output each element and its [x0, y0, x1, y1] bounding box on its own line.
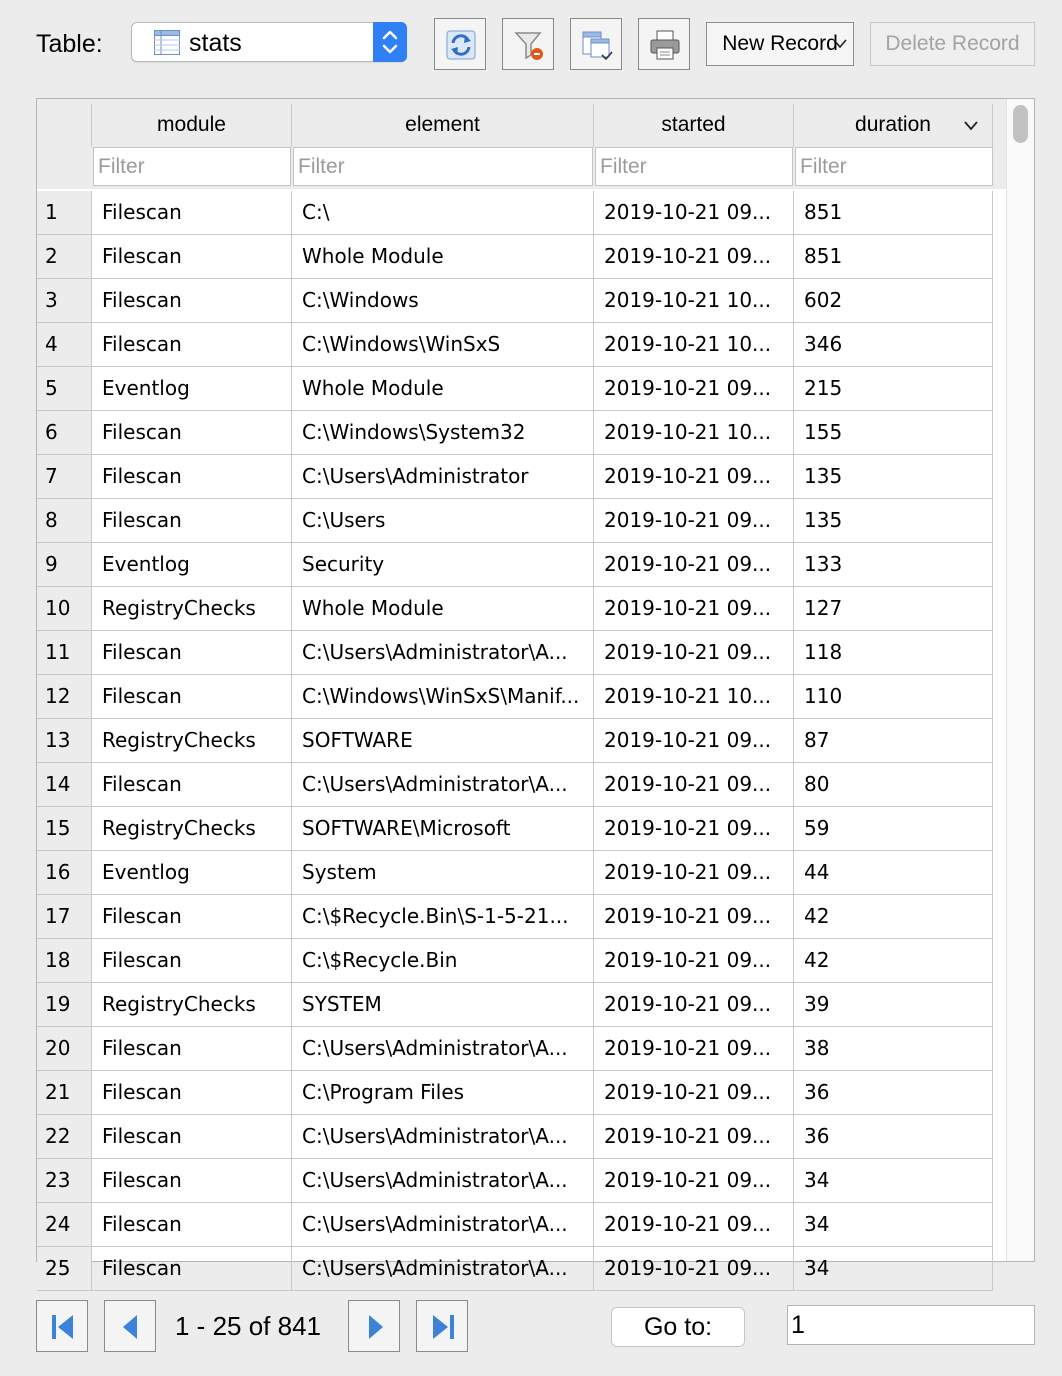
page-range-label: 1 - 25 of 841: [175, 1311, 321, 1341]
refresh-button[interactable]: [434, 18, 486, 70]
cell-duration[interactable]: 851: [793, 235, 993, 279]
cell-element[interactable]: C:\Users\Administrator\A...: [291, 763, 593, 807]
cell-module[interactable]: Filescan: [91, 1203, 291, 1247]
print-icon: [648, 28, 682, 62]
row-number: 2: [37, 235, 91, 279]
cell-element[interactable]: C:\Users\Administrator\A...: [291, 1027, 593, 1071]
table-row[interactable]: [37, 851, 1006, 895]
previous-page-button[interactable]: [104, 1300, 156, 1352]
cell-module[interactable]: RegistryChecks: [91, 719, 291, 763]
cell-started[interactable]: 2019-10-21 09...: [593, 1247, 793, 1291]
table-row[interactable]: [37, 587, 1006, 631]
chevron-updown-icon: [373, 22, 407, 62]
cell-module[interactable]: Filescan: [91, 675, 291, 719]
cell-started[interactable]: 2019-10-21 09...: [593, 631, 793, 675]
cell-module[interactable]: Filescan: [91, 1115, 291, 1159]
table-row[interactable]: [37, 1159, 1006, 1203]
row-number: 19: [37, 983, 91, 1027]
table-row[interactable]: [37, 939, 1006, 983]
table-row[interactable]: [37, 455, 1006, 499]
cell-module[interactable]: Filescan: [91, 1247, 291, 1291]
row-number: 25: [37, 1247, 91, 1291]
cell-duration[interactable]: 34: [793, 1203, 993, 1247]
chevron-down-icon: [833, 39, 847, 49]
row-number: 17: [37, 895, 91, 939]
clear-filter-button[interactable]: [502, 18, 554, 70]
cell-started[interactable]: 2019-10-21 09...: [593, 455, 793, 499]
cell-started[interactable]: 2019-10-21 09...: [593, 939, 793, 983]
first-page-button[interactable]: [36, 1300, 88, 1352]
column-header-element[interactable]: [291, 104, 593, 147]
cell-element[interactable]: SYSTEM: [291, 983, 593, 1027]
cell-module[interactable]: RegistryChecks: [91, 983, 291, 1027]
cell-module[interactable]: RegistryChecks: [91, 587, 291, 631]
cell-duration[interactable]: 36: [793, 1115, 993, 1159]
table-row[interactable]: [37, 323, 1006, 367]
clear-filter-icon: [512, 28, 546, 62]
cell-module[interactable]: Eventlog: [91, 851, 291, 895]
export-button[interactable]: [570, 18, 622, 70]
cell-duration[interactable]: 34: [793, 1247, 993, 1291]
cell-duration[interactable]: 346: [793, 323, 993, 367]
cell-module[interactable]: Filescan: [91, 1027, 291, 1071]
filter-input-element[interactable]: Filter: [293, 147, 593, 186]
column-header-label: element: [405, 113, 480, 136]
cell-element[interactable]: Whole Module: [291, 235, 593, 279]
cell-duration[interactable]: 34: [793, 1159, 993, 1203]
table-row[interactable]: [37, 543, 1006, 587]
delete-record-label: Delete Record: [885, 32, 1020, 55]
cell-started[interactable]: 2019-10-21 10...: [593, 279, 793, 323]
cell-element[interactable]: C:\Windows: [291, 279, 593, 323]
row-number: 10: [37, 587, 91, 631]
row-number: 8: [37, 499, 91, 543]
cell-element[interactable]: System: [291, 851, 593, 895]
cell-module[interactable]: Filescan: [91, 279, 291, 323]
cell-started[interactable]: 2019-10-21 09...: [593, 367, 793, 411]
cell-started[interactable]: 2019-10-21 09...: [593, 499, 793, 543]
row-number: 1: [37, 191, 91, 235]
table-row[interactable]: [37, 807, 1006, 851]
cell-module[interactable]: Filescan: [91, 411, 291, 455]
table-row[interactable]: [37, 411, 1006, 455]
cell-module[interactable]: Eventlog: [91, 543, 291, 587]
cell-started[interactable]: 2019-10-21 09...: [593, 719, 793, 763]
table-select-stepper[interactable]: [373, 22, 407, 62]
cell-element[interactable]: C:\Windows\WinSxS: [291, 323, 593, 367]
table-row[interactable]: [37, 983, 1006, 1027]
row-number: 4: [37, 323, 91, 367]
cell-module[interactable]: Filescan: [91, 1071, 291, 1115]
column-header-module[interactable]: [91, 104, 291, 147]
row-number: 23: [37, 1159, 91, 1203]
cell-module[interactable]: Filescan: [91, 1159, 291, 1203]
last-page-icon: [431, 1314, 455, 1340]
table-row[interactable]: [37, 367, 1006, 411]
grid-header: [37, 99, 1006, 189]
row-number: 6: [37, 411, 91, 455]
table-row[interactable]: [37, 1115, 1006, 1159]
cell-module[interactable]: Filescan: [91, 455, 291, 499]
cell-started[interactable]: 2019-10-21 10...: [593, 323, 793, 367]
row-number: 18: [37, 939, 91, 983]
row-number: 11: [37, 631, 91, 675]
cell-element[interactable]: C:\$Recycle.Bin: [291, 939, 593, 983]
cell-duration[interactable]: 110: [793, 675, 993, 719]
cell-module[interactable]: Filescan: [91, 235, 291, 279]
cell-started[interactable]: 2019-10-21 09...: [593, 851, 793, 895]
cell-element[interactable]: Whole Module: [291, 367, 593, 411]
cell-module[interactable]: Filescan: [91, 763, 291, 807]
cell-duration[interactable]: 602: [793, 279, 993, 323]
cell-element[interactable]: C:\Users\Administrator\A...: [291, 1247, 593, 1291]
row-number: 24: [37, 1203, 91, 1247]
table-row[interactable]: [37, 763, 1006, 807]
column-header-label: duration: [855, 113, 931, 136]
cell-duration[interactable]: 135: [793, 455, 993, 499]
delete-record-button[interactable]: [870, 22, 1035, 66]
cell-duration[interactable]: 39: [793, 983, 993, 1027]
cell-started[interactable]: 2019-10-21 09...: [593, 235, 793, 279]
cell-element[interactable]: C:\Users\Administrator\A...: [291, 1159, 593, 1203]
new-record-button[interactable]: [706, 22, 854, 66]
cell-duration[interactable]: 155: [793, 411, 993, 455]
cell-element[interactable]: C:\Program Files: [291, 1071, 593, 1115]
cell-element[interactable]: C:\Windows\WinSxS\Manif...: [291, 675, 593, 719]
cell-duration[interactable]: 851: [793, 191, 993, 235]
cell-module[interactable]: Eventlog: [91, 367, 291, 411]
table-row[interactable]: [37, 1027, 1006, 1071]
cell-duration[interactable]: 118: [793, 631, 993, 675]
toolbar: [0, 0, 1062, 90]
refresh-icon: [444, 28, 478, 62]
row-number: 15: [37, 807, 91, 851]
row-number: 13: [37, 719, 91, 763]
table-label: Table:: [36, 30, 103, 58]
cell-module[interactable]: Filescan: [91, 631, 291, 675]
row-number: 21: [37, 1071, 91, 1115]
cell-module[interactable]: Filescan: [91, 323, 291, 367]
cell-duration[interactable]: 135: [793, 499, 993, 543]
table-row[interactable]: [37, 1071, 1006, 1115]
goto-page-input[interactable]: 1: [787, 1305, 1035, 1345]
cell-module[interactable]: Filescan: [91, 191, 291, 235]
cell-started[interactable]: 2019-10-21 09...: [593, 1159, 793, 1203]
cell-duration[interactable]: 215: [793, 367, 993, 411]
row-number: 7: [37, 455, 91, 499]
table-icon: [154, 30, 180, 55]
cell-element[interactable]: SOFTWARE: [291, 719, 593, 763]
table-row[interactable]: [37, 499, 1006, 543]
print-button[interactable]: [638, 18, 690, 70]
row-number: 9: [37, 543, 91, 587]
last-page-button[interactable]: [416, 1300, 468, 1352]
cell-element[interactable]: C:\: [291, 191, 593, 235]
export-icon: [580, 28, 614, 62]
cell-element[interactable]: C:\Users\Administrator\A...: [291, 631, 593, 675]
vertical-scrollbar[interactable]: [1006, 99, 1034, 1261]
cell-started[interactable]: 2019-10-21 09...: [593, 1203, 793, 1247]
table-row[interactable]: [37, 1247, 1006, 1291]
goto-button[interactable]: Go to:: [611, 1307, 745, 1347]
cell-started[interactable]: 2019-10-21 09...: [593, 807, 793, 851]
filter-input-started[interactable]: Filter: [595, 147, 793, 186]
cell-started[interactable]: 2019-10-21 10...: [593, 675, 793, 719]
cell-duration[interactable]: 80: [793, 763, 993, 807]
cell-module[interactable]: Filescan: [91, 939, 291, 983]
cell-duration[interactable]: 127: [793, 587, 993, 631]
cell-started[interactable]: 2019-10-21 09...: [593, 1115, 793, 1159]
row-number: 20: [37, 1027, 91, 1071]
row-number: 3: [37, 279, 91, 323]
cell-started[interactable]: 2019-10-21 10...: [593, 411, 793, 455]
cell-module[interactable]: Filescan: [91, 499, 291, 543]
cell-element[interactable]: Security: [291, 543, 593, 587]
new-record-label: New Record: [722, 32, 838, 55]
cell-duration[interactable]: 59: [793, 807, 993, 851]
cell-element[interactable]: C:\Users\Administrator: [291, 455, 593, 499]
column-header-started[interactable]: [593, 104, 793, 147]
next-page-icon: [363, 1314, 387, 1340]
cell-duration[interactable]: 87: [793, 719, 993, 763]
cell-duration[interactable]: 42: [793, 895, 993, 939]
cell-module[interactable]: Filescan: [91, 895, 291, 939]
cell-element[interactable]: C:\$Recycle.Bin\S-1-5-21...: [291, 895, 593, 939]
table-row[interactable]: [37, 675, 1006, 719]
cell-element[interactable]: C:\Users\Administrator\A...: [291, 1115, 593, 1159]
next-page-button[interactable]: [348, 1300, 400, 1352]
cell-element[interactable]: C:\Windows\System32: [291, 411, 593, 455]
table-row[interactable]: [37, 719, 1006, 763]
table-select[interactable]: [131, 22, 407, 62]
table-row[interactable]: [37, 895, 1006, 939]
first-page-icon: [51, 1314, 75, 1340]
table-row[interactable]: [37, 235, 1006, 279]
cell-element[interactable]: SOFTWARE\Microsoft: [291, 807, 593, 851]
cell-duration[interactable]: 42: [793, 939, 993, 983]
column-header-duration[interactable]: [793, 104, 993, 147]
table-row[interactable]: [37, 1203, 1006, 1247]
filter-input-module[interactable]: Filter: [93, 147, 291, 186]
cell-duration[interactable]: 36: [793, 1071, 993, 1115]
cell-duration[interactable]: 133: [793, 543, 993, 587]
cell-duration[interactable]: 38: [793, 1027, 993, 1071]
cell-element[interactable]: C:\Users: [291, 499, 593, 543]
cell-started[interactable]: 2019-10-21 09...: [593, 191, 793, 235]
scrollbar-thumb[interactable]: [1013, 105, 1028, 143]
previous-page-icon: [119, 1314, 143, 1340]
cell-started[interactable]: 2019-10-21 09...: [593, 983, 793, 1027]
cell-element[interactable]: Whole Module: [291, 587, 593, 631]
table-row[interactable]: [37, 631, 1006, 675]
cell-started[interactable]: 2019-10-21 09...: [593, 587, 793, 631]
row-number: 5: [37, 367, 91, 411]
column-header-label: module: [157, 113, 226, 136]
column-header-label: started: [661, 113, 726, 136]
table-row[interactable]: [37, 191, 1006, 235]
sort-descending-icon: [964, 121, 978, 131]
cell-started[interactable]: 2019-10-21 09...: [593, 543, 793, 587]
row-number: 14: [37, 763, 91, 807]
cell-duration[interactable]: 44: [793, 851, 993, 895]
cell-started[interactable]: 2019-10-21 09...: [593, 895, 793, 939]
table-row[interactable]: [37, 279, 1006, 323]
data-grid: [36, 98, 1035, 1280]
filter-input-duration[interactable]: Filter: [795, 147, 993, 186]
row-number: 22: [37, 1115, 91, 1159]
row-number: 12: [37, 675, 91, 719]
cell-started[interactable]: 2019-10-21 09...: [593, 1027, 793, 1071]
cell-started[interactable]: 2019-10-21 09...: [593, 1071, 793, 1115]
row-number: 16: [37, 851, 91, 895]
table-select-value: stats: [189, 29, 242, 57]
cell-started[interactable]: 2019-10-21 09...: [593, 763, 793, 807]
cell-element[interactable]: C:\Users\Administrator\A...: [291, 1203, 593, 1247]
cell-module[interactable]: RegistryChecks: [91, 807, 291, 851]
